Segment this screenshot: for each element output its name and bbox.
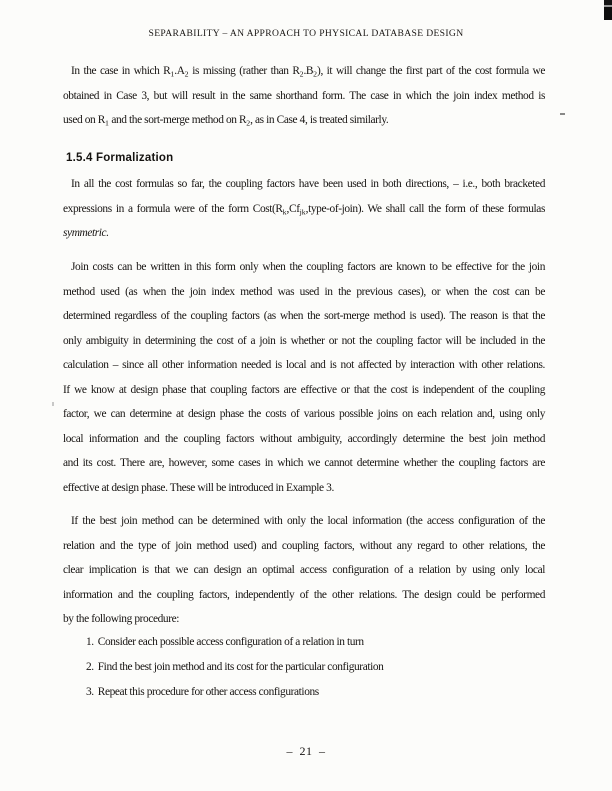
scan-artifact-speck	[52, 402, 54, 406]
paragraph-best-join-method	[63, 509, 545, 632]
paragraph-line: calculation – since all other information needed is local and is not affected by interaction with other relations.	[63, 359, 545, 371]
paragraph-line: If we know at design phase that coupling factors are effective or that the cost is independent of the coupling	[63, 383, 545, 396]
paragraph-line: method used (as when the join index method was used in the previous cases), or when the cost can be	[63, 285, 545, 298]
scan-artifact-speck	[560, 113, 565, 115]
running-header: SEPARABILITY – AN APPROACH TO PHYSICAL DATABASE DESIGN	[148, 28, 464, 39]
list-item-number: 1.	[86, 636, 94, 648]
paragraph-symmetric-form	[63, 172, 545, 246]
paragraph-line: Join costs can be written in this form only when the coupling factors are known to be effective for the join	[71, 261, 545, 273]
paragraph-line: used on $R_1$ and the sort-merge method on $R_2$, as in Case 4, is treated similarly.	[63, 114, 389, 128]
paragraph-line: information and the coupling factors, independently of the other relations. The design could be performed	[63, 588, 545, 601]
paragraph-line: local information and the coupling factors without ambiguity, accordingly determine the best join method	[63, 432, 545, 445]
paragraph-line: In the case in which $R_1.A_2$ is missing (rather than $R_2.B_2$), it will change the first part of the cost formula we	[71, 65, 545, 79]
paragraph-join-costs	[63, 255, 545, 500]
scan-artifact-corner-tab	[604, 7, 612, 20]
paragraph-line: symmetric.	[63, 227, 109, 239]
paragraph-line: determined regardless of the coupling factors (as when the sort-merge method is used). The reason is that the	[63, 310, 545, 322]
list-item	[86, 680, 545, 705]
list-item-number: 2.	[86, 660, 94, 673]
paragraph-line: factor, we can determine at design phase the costs of various possible joins on each relation and, using only	[63, 408, 545, 420]
list-item-text: Repeat this procedure for other access configurations	[97, 685, 319, 698]
paragraph-line: expressions in a formula were of the form $Cost(R_k,Cf_{jk},type-of-join)$. We shall call the form of these formulas	[63, 202, 545, 216]
paragraph-line: only ambiguity in determining the cost of a join is whether or not the coupling factor will be included in the	[63, 334, 545, 347]
paragraph-line: effective at design phase. These will be introduced in Example 3.	[63, 481, 334, 494]
paragraph-case-missing	[63, 59, 545, 133]
paragraph-line: In all the cost formulas so far, the coupling factors have been used in both directions, – i.e., both bracketed	[71, 178, 545, 190]
procedure-list	[63, 630, 545, 705]
paragraph-line: relation and the type of join method used) and coupling factors, without any regard to other relations, the	[63, 539, 545, 552]
list-item-text: Find the best join method and its cost for the particular configuration	[97, 660, 384, 673]
page-number: – 21 –	[286, 744, 326, 758]
list-item-number: 3.	[86, 685, 94, 698]
list-item-text: Consider each possible access configuration of a relation in turn	[97, 636, 364, 648]
paragraph-line: by the following procedure:	[63, 613, 180, 625]
list-item	[86, 655, 545, 680]
paragraph-line: If the best join method can be determined with only the local information (the access configuration of the	[71, 515, 545, 527]
paragraph-line: clear implication is that we can design an optimal access configuration of a relation by using only local	[63, 564, 545, 576]
paragraph-line: obtained in Case 3, but will result in the same shorthand form. The case in which the join index method is	[63, 89, 545, 102]
list-item	[86, 630, 545, 655]
section-heading: 1.5.4 Formalization	[66, 152, 174, 164]
paragraph-line: and its cost. There are, however, some cases in which we cannot determine whether the coupling factors are	[63, 457, 545, 469]
